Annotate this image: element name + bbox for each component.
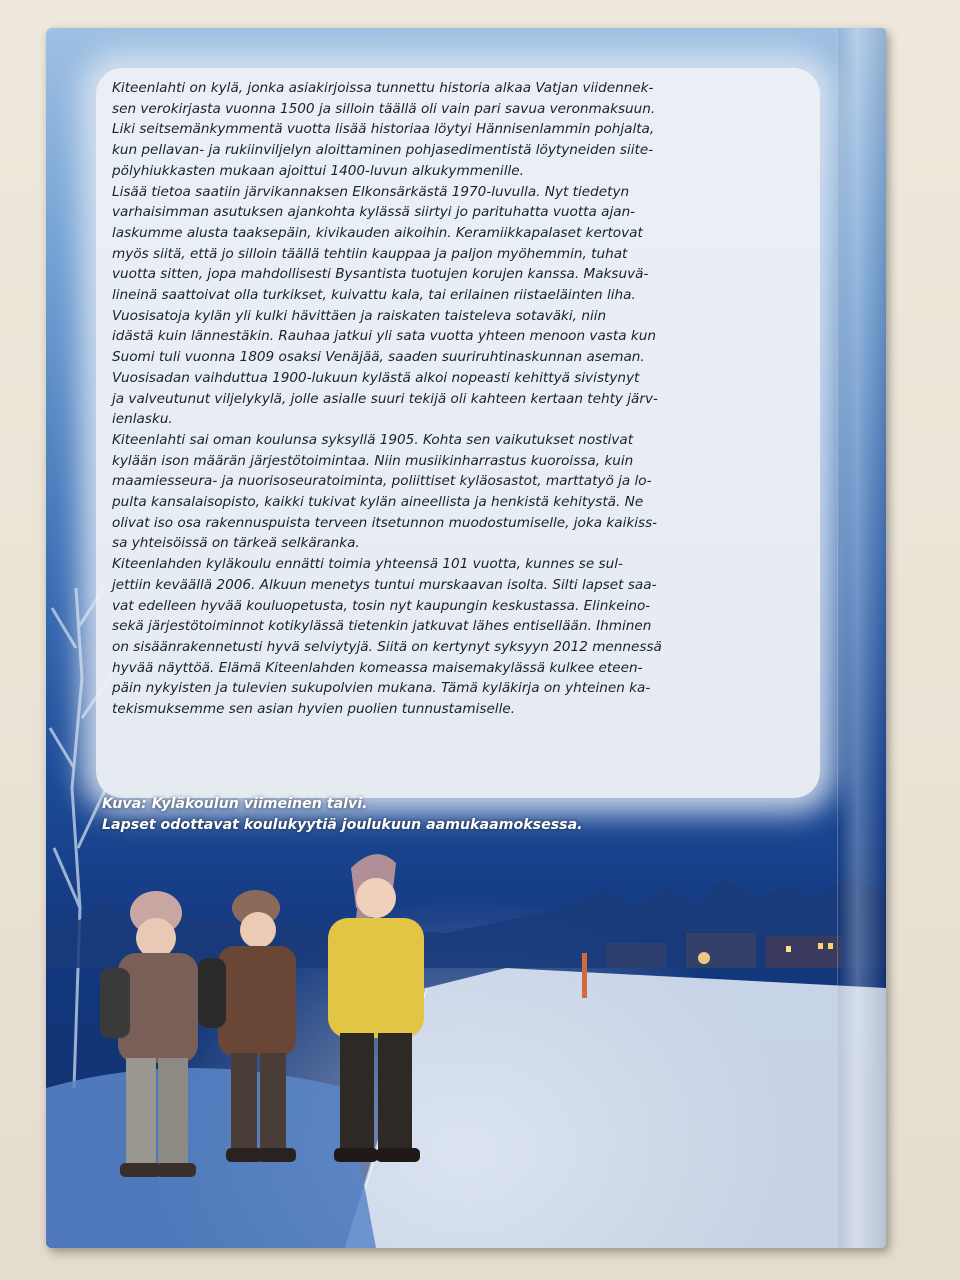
caption-line-2: Lapset odottavat koulukyytiä joulukuun aamukaamoksessa. — [102, 817, 583, 833]
snowy-road — [346, 968, 886, 1248]
text-line: myös siitä, että jo silloin täällä tehtiin kauppaa ja paljon myöhemmin, tuhat — [112, 245, 628, 262]
text-line: sekä järjestötoiminnot kotikylässä tietenkin jatkuvat lähes entisellään. Ihminen — [112, 618, 652, 635]
text-line: Suomi tuli vuonna 1809 osaksi Venäjää, saaden suuriruhtinaskunnan aseman. — [112, 349, 645, 366]
text-line: tekismuksemme sen asian hyvien puolien tunnustamiselle. — [112, 701, 516, 718]
text-line: pölyhiukkasten mukaan ajoittui 1400-luvun alkukymmenille. — [112, 162, 524, 179]
child-right — [328, 854, 424, 1162]
text-line: päin nykyisten ja tulevien sukupolvien mukana. Tämä kyläkirja on yhteinen ka- — [112, 680, 651, 697]
photo-caption — [102, 794, 742, 836]
text-line: Lisää tietoa saatiin järvikannaksen Elkonsärkästä 1970-luvulla. Nyt tiedetyn — [112, 183, 630, 200]
text-line: sen verokirjasta vuonna 1500 ja silloin täällä oli vain pari savua veronmaksuun. — [112, 100, 656, 117]
text-line: jettiin keväällä 2006. Alkuun menetys tuntui murskaavan isolta. Silti lapset saa- — [112, 576, 657, 593]
back-cover-text — [112, 78, 808, 720]
text-line: varhaisimman asutuksen ajankohta kylässä siirtyi jo parituhatta vuotta ajan- — [112, 204, 636, 221]
caption-line-1: Kuva: Kyläkoulun viimeinen talvi. — [102, 796, 368, 812]
text-line: Liki seitsemänkymmentä vuotta lisää historiaa löytyi Hännisenlammin pohjalta, — [112, 121, 655, 138]
text-line: vuotta sitten, jopa mahdollisesti Bysantista tuotujen korujen kanssa. Maksuvä- — [112, 266, 649, 283]
text-line: hyvää näyttöä. Elämä Kiteenlahden komeassa maisemakylässä kulkee eteen- — [112, 659, 643, 676]
text-line: lineinä saattoivat olla turkikset, kuivattu kala, tai erilainen riistaeläinten liha. — [112, 287, 636, 304]
text-line: Kiteenlahden kyläkoulu ennätti toimia yhteensä 101 vuotta, kunnes se sul- — [112, 556, 623, 573]
text-line: kylään ison määrän järjestötoimintaa. Niin musiikinharrastus kuoroissa, kuin — [112, 452, 634, 469]
text-line: sa yhteisöissä on tärkeä selkäranka. — [112, 535, 360, 552]
snowbank — [46, 1068, 376, 1248]
text-line: Vuosisatoja kylän yli kulki hävittäen ja raiskaten taisteleva sotaväki, niin — [112, 307, 607, 324]
text-line: Vuosisadan vaihduttua 1900-lukuun kylästä alkoi nopeasti kehittyä sivistynyt — [112, 369, 640, 386]
text-line: laskumme alusta taaksepäin, kivikauden aikoihin. Keramiikkapalaset kertovat — [112, 224, 643, 241]
text-line: ienlasku. — [112, 411, 173, 428]
text-line: Kiteenlahti sai oman koulunsa syksyllä 1905. Kohta sen vaikutukset nostivat — [112, 431, 634, 448]
text-line: vat edelleen hyvää kouluopetusta, tosin nyt kaupungin keskustassa. Elinkeino- — [112, 597, 651, 614]
text-line: kun pellavan- ja rukiinviljelyn aloittaminen pohjasedimentistä löytyneiden siite- — [112, 142, 654, 159]
text-line: pulta kansalaisopisto, kaikki tukivat kylän aineellista ja henkistä kehitystä. Ne — [112, 494, 644, 511]
road-marker-pole — [582, 953, 587, 998]
text-line: Kiteenlahti on kylä, jonka asiakirjoissa tunnettu historia alkaa Vatjan viidennek- — [112, 80, 654, 96]
text-line: on sisäänrakennetusti hyvä selviytyjä. Siitä on kertynyt syksyyn 2012 mennessä — [112, 638, 662, 655]
book-spine-edge — [837, 28, 886, 1248]
text-line: maamiesseura- ja nuorisoseuratoiminta, poliittiset kyläosastot, marttatyö ja lo- — [112, 473, 652, 490]
text-line: ja valveutunut viljelykylä, jolle asialle suuri tekijä oli kahteen kertaan tehty järv- — [112, 390, 658, 407]
text-line: olivat iso osa rakennuspuista terveen itsetunnon muodostumiselle, joka kaikiss- — [112, 514, 658, 531]
text-line: idästä kuin lännestäkin. Rauhaa jatkui yli sata vuotta yhteen menoon vasta kun — [112, 328, 656, 345]
book-back-cover — [46, 28, 886, 1248]
